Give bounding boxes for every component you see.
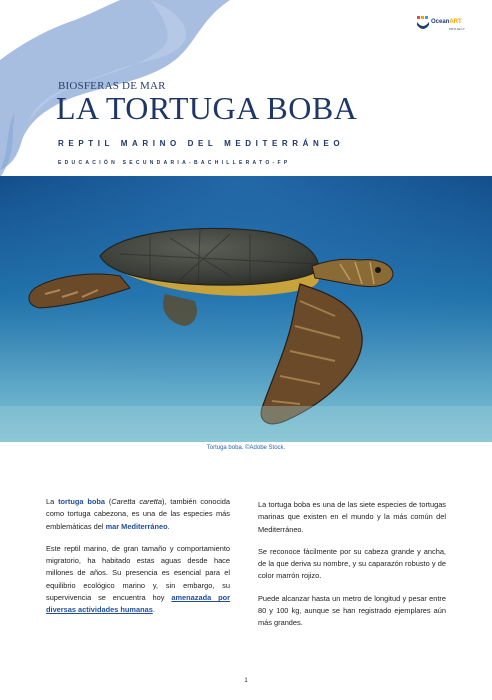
- paragraph-species-count: La tortuga boba es una de las siete especies de tortugas marinas que existen en el mundo y la más común del Mediterráneo.: [258, 500, 446, 534]
- paragraph-appearance: Se reconoce fácilmente por su cabeza grande y ancha, de la que deriva su nombre, y su caparazón robusto y de color marrón rojizo.: [258, 546, 446, 581]
- highlight-mediterranean: mar Mediterráneo: [105, 521, 168, 531]
- section-kicker: BIOSFERAS DE MAR: [58, 80, 166, 92]
- education-level: EDUCACIÓN SECUNDARIA-BACHILLERATO-FP: [58, 160, 291, 166]
- logo-wordmark: OceanART: [431, 19, 462, 25]
- paragraph-size: Puede alcanzar hasta un metro de longitud y pesar entre 80 y 100 kg, aunque se han registrado ejemplares aún más grandes.: [258, 593, 446, 628]
- photo-caption: Tortuga boba. ©Adobe Stock.: [206, 445, 286, 451]
- body-column-right: [258, 499, 446, 640]
- page-number: 1: [244, 678, 248, 684]
- sea-turtle-photo: [0, 176, 492, 442]
- highlight-species-name: tortuga boba: [58, 497, 105, 506]
- page-subtitle: REPTIL MARINO DEL MEDITERRÁNEO: [58, 139, 345, 148]
- body-column-left: [46, 496, 230, 627]
- scientific-name: Caretta caretta: [111, 497, 162, 506]
- paragraph-intro: La tortuga boba (Caretta caretta), también conocida como tortuga cabezona, es una de las especies más emblemáticas del mar Mediterráneo.: [46, 497, 231, 531]
- page-title: LA TORTUGA BOBA: [56, 90, 358, 126]
- threats-link[interactable]: amenazada por diversas actividades humanas: [46, 593, 231, 615]
- logo-tagline: PROJECT: [449, 27, 466, 31]
- ocean-art-logo: [416, 14, 474, 40]
- paragraph-threats: Este reptil marino, de gran tamaño y comportamiento migratorio, ha habitado estas aguas desde hace millones de años. Su presencia es esencial para el equilibrio ecológico marino y, sin embargo, su supervivencia se encuentra hoy amenazada por diversas actividades humanas.: [46, 543, 231, 615]
- logo-mark-icon: [416, 16, 430, 32]
